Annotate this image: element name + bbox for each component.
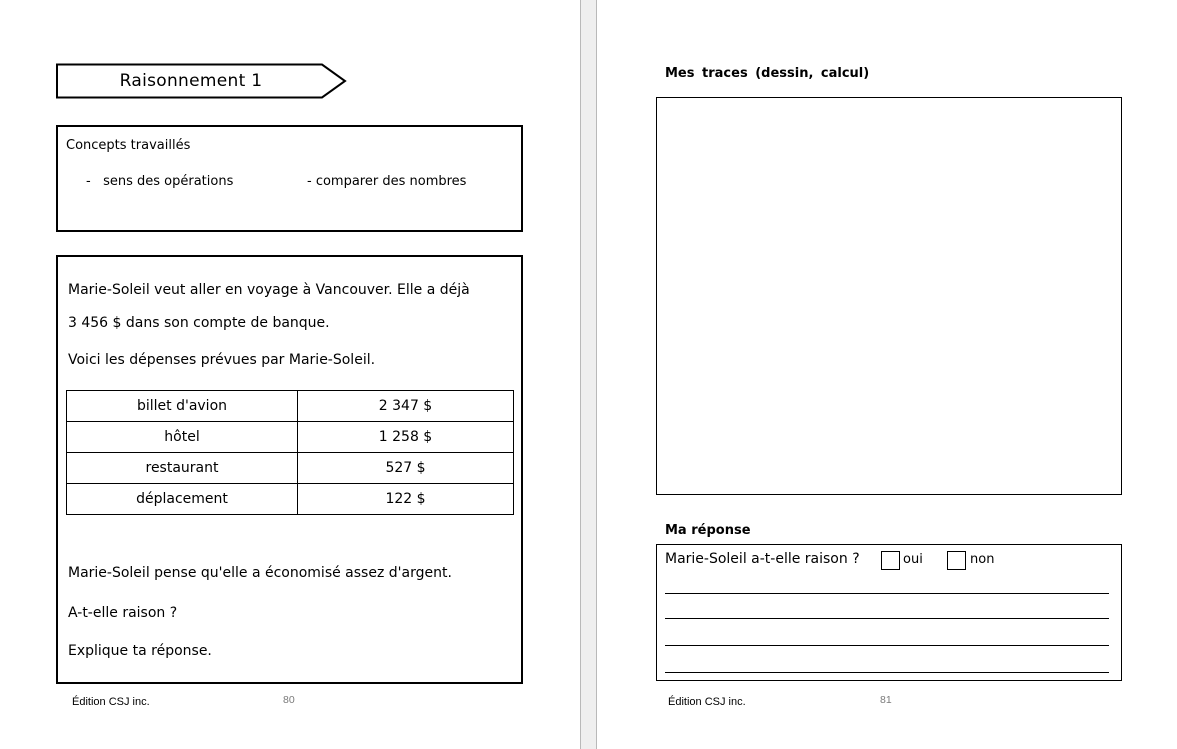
problem-paragraph-1: Marie-Soleil veut aller en voyage à Vancouver. Elle a déjà xyxy=(68,282,470,298)
expenses-table xyxy=(66,390,514,515)
page-gutter-divider xyxy=(580,0,597,749)
page-number: 81 xyxy=(880,694,892,706)
expense-item: restaurant xyxy=(67,453,298,484)
answer-line[interactable] xyxy=(665,593,1109,594)
expense-item: déplacement xyxy=(67,484,298,515)
expense-amount: 1 258 $ xyxy=(298,422,514,453)
traces-heading: Mes traces (dessin, calcul) xyxy=(665,66,870,81)
response-heading: Ma réponse xyxy=(665,523,751,538)
table-row xyxy=(67,391,514,422)
expense-item: hôtel xyxy=(67,422,298,453)
expense-item: billet d'avion xyxy=(67,391,298,422)
banner-title: Raisonnement 1 xyxy=(119,71,263,91)
non-label: non xyxy=(970,552,995,567)
response-question: Marie-Soleil a-t-elle raison ? xyxy=(665,551,860,567)
table-row xyxy=(67,453,514,484)
concepts-box xyxy=(56,125,523,232)
answer-line[interactable] xyxy=(665,645,1109,646)
publisher-footer: Édition CSJ inc. xyxy=(668,696,746,708)
expense-amount: 122 $ xyxy=(298,484,514,515)
concept-item-operations: - sens des opérations xyxy=(86,174,234,189)
traces-drawing-area[interactable] xyxy=(656,97,1122,495)
expense-amount: 527 $ xyxy=(298,453,514,484)
problem-paragraph-2: 3 456 $ dans son compte de banque. xyxy=(68,315,330,331)
problem-paragraph-3: Voici les dépenses prévues par Marie-Soleil. xyxy=(68,352,376,368)
expense-amount: 2 347 $ xyxy=(298,391,514,422)
problem-question: A-t-elle raison ? xyxy=(68,605,178,621)
response-box xyxy=(656,544,1122,681)
page-number: 80 xyxy=(283,694,295,706)
concepts-title: Concepts travaillés xyxy=(66,138,191,153)
oui-label: oui xyxy=(903,552,923,567)
problem-statement: Marie-Soleil pense qu'elle a économisé assez d'argent. xyxy=(68,565,452,581)
problem-box xyxy=(56,255,523,684)
problem-instruction: Explique ta réponse. xyxy=(68,643,212,659)
raisonnement-banner xyxy=(56,63,348,99)
concept-item-comparer: - comparer des nombres xyxy=(307,174,467,189)
non-checkbox[interactable] xyxy=(947,551,966,570)
table-row xyxy=(67,484,514,515)
publisher-footer: Édition CSJ inc. xyxy=(72,696,150,708)
table-row xyxy=(67,422,514,453)
answer-line[interactable] xyxy=(665,618,1109,619)
answer-line[interactable] xyxy=(665,672,1109,673)
oui-checkbox[interactable] xyxy=(881,551,900,570)
